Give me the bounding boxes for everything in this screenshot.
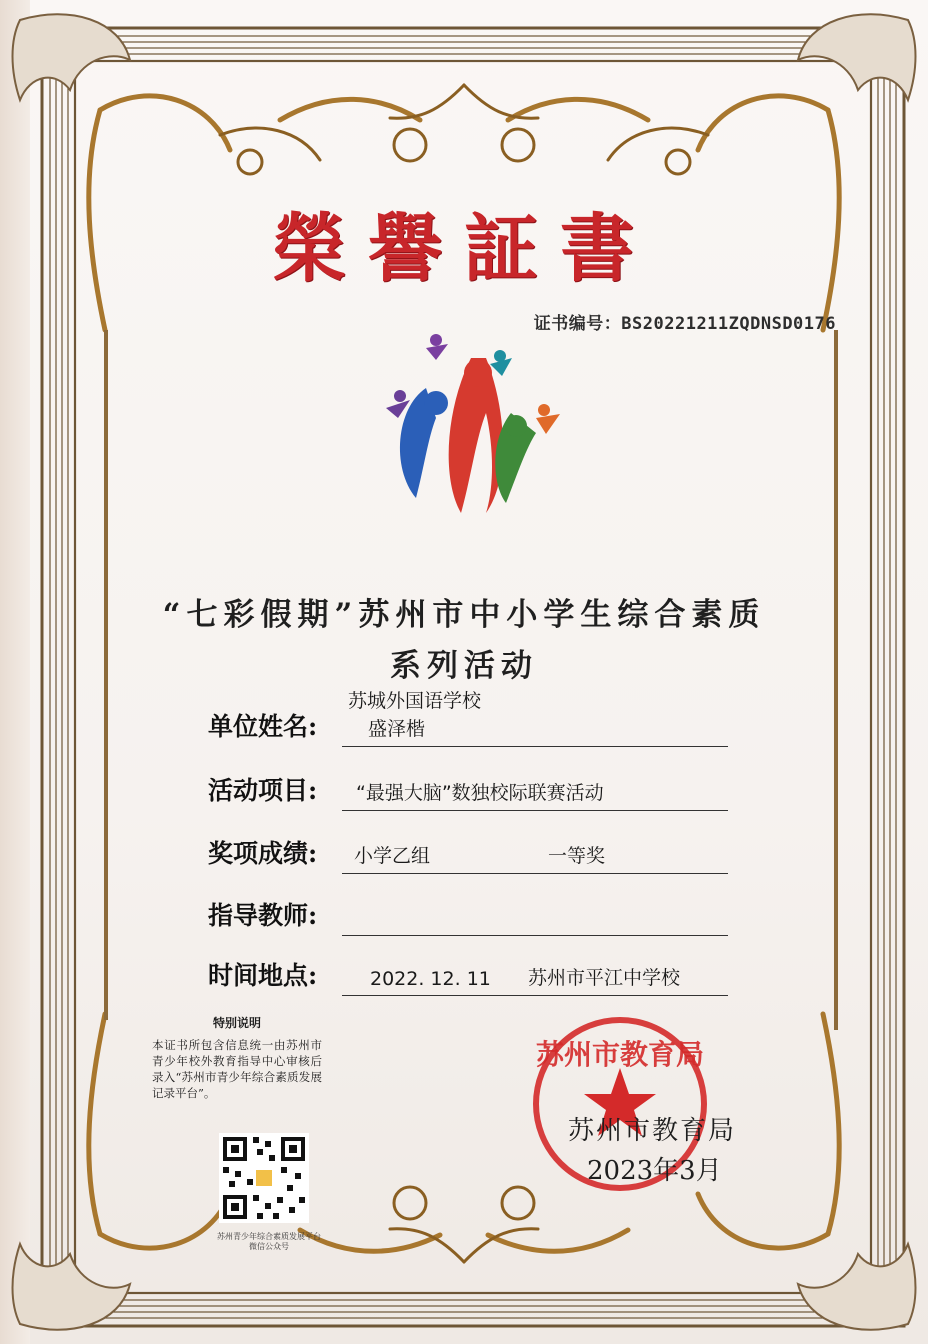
activity-heading-line1: “七彩假期”苏州市中小学生综合素质 bbox=[162, 597, 766, 633]
school-name: 苏城外国语学校 bbox=[348, 690, 482, 712]
place-value: 苏州市平江中学校 bbox=[528, 967, 681, 989]
field-row-teacher bbox=[208, 896, 728, 936]
qr-caption: 苏州青少年综合素质发展平台微信公众号 bbox=[217, 1232, 321, 1251]
notice-title: 特别说明 bbox=[212, 1016, 261, 1030]
project-label: 活动项目: bbox=[208, 776, 318, 805]
award-level: 一等奖 bbox=[548, 845, 606, 867]
seven-colors-logo bbox=[376, 318, 566, 518]
award-label: 奖项成绩: bbox=[208, 839, 318, 868]
field-row-time-place bbox=[208, 956, 728, 996]
certificate-number: 证书编号：BS20221211ZQDNSD0176 bbox=[533, 314, 836, 334]
award-underline bbox=[342, 873, 728, 874]
issuer: 苏州市教育局 bbox=[568, 1116, 737, 1146]
special-notice bbox=[152, 1015, 322, 1101]
certificate-title: 榮譽証書 bbox=[272, 206, 656, 292]
name-underline bbox=[342, 746, 728, 747]
issue-date: 2023年3月 bbox=[587, 1156, 722, 1186]
time-place-label: 时间地点: bbox=[208, 961, 318, 990]
notice-text: 本证书所包含信息统一由苏州市青少年校外教育指导中心审核后录入“苏州市青少年综合素质发展记录平台”。 bbox=[152, 1038, 322, 1100]
field-row-name bbox=[208, 707, 728, 747]
qr-code[interactable] bbox=[219, 1133, 309, 1223]
teacher-underline bbox=[342, 935, 728, 936]
name-label: 单位姓名: bbox=[208, 712, 318, 741]
teacher-label: 指导教师: bbox=[208, 901, 318, 930]
activity-heading-line2: 系列活动 bbox=[390, 648, 538, 684]
date-value: 2022. 12. 11 bbox=[370, 968, 491, 990]
award-group: 小学乙组 bbox=[354, 845, 431, 867]
project-underline bbox=[342, 810, 728, 811]
name-value: 盛泽楷 bbox=[368, 718, 426, 740]
project-value: “最强大脑”数独校际联赛活动 bbox=[356, 782, 604, 804]
field-row-award bbox=[208, 834, 728, 874]
time-place-underline bbox=[342, 995, 728, 996]
field-row-project bbox=[208, 771, 728, 811]
seal-text: 苏州市教育局 bbox=[535, 1038, 705, 1071]
